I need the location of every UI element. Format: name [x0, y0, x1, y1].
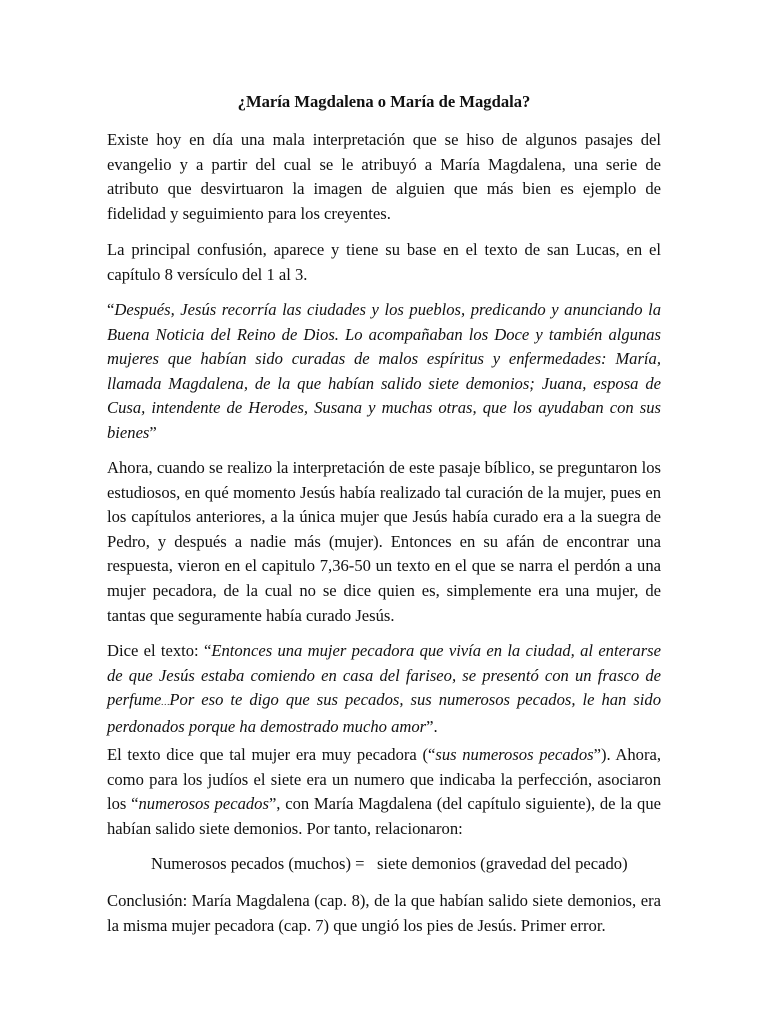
document-title: ¿María Magdalena o María de Magdala?: [237, 92, 531, 111]
paragraph-interpretation: Ahora, cuando se realizo la interpretación de este pasaje bíblico, se preguntaron los estudiosos, en qué momento Jesús había realizado tal curación de la mujer, pues en los capítulos anteriores, a la única mujer que Jesús había curado era a la suegra de Pedro, y después a nadie más (mujer). Entonces en su afán de encontrar una respuesta, vieron en el capitulo 7,36-50 un texto en el que se narra el perdón a una mujer pecadora, de la cual no se dice quien es, simplemente era una mujer, de tantas que seguramente había curado Jesús.: [107, 458, 661, 625]
quote-tail: ”.: [426, 716, 438, 736]
equation-line: Numerosos pecados (muchos) = siete demonios (gravedad del pecado): [151, 854, 628, 873]
emphasis-numerous-sins-1: sus numerosos pecados: [435, 745, 594, 764]
quote-part-b: Por eso te digo que sus pecados, sus numerosos pecados, le han sido perdonados porque ha demostrado mucho amor: [107, 690, 661, 736]
quote-lead: Dice el texto: “: [107, 641, 212, 660]
open-quote: “: [107, 300, 115, 319]
paragraph-numerous-sins: [107, 743, 661, 841]
luke-quote-text: Después, Jesús recorría las ciudades y los pueblos, predicando y anunciando la Buena Noticia del Reino de Dios. Lo acompañaban los Doce y también algunas mujeres que habían sido curadas de malos espíritus y enfermedades: María, llamada Magdalena, de la que habían salido siete demonios; Juana, esposa de Cusa, intendente de Herodes, Susana y muchas otras, que los ayudaban con sus bienes: [107, 300, 661, 442]
ellipsis: …: [161, 697, 170, 708]
text-b: ”). Ahora, como para los judíos el siete era un numero que indicaba la perfección, asociaron los “: [107, 745, 661, 814]
paragraph-luke-quote: [107, 298, 661, 446]
close-quote: ”: [149, 422, 157, 442]
paragraph-intro: Existe hoy en día una mala interpretación que se hiso de algunos pasajes del evangelio y a partir del cual se le atribuyó a María Magdalena, una serie de atributo que desvirtuaron la imagen de alguien que más bien es ejemplo de fidelidad y seguimiento para los creyentes.: [107, 130, 661, 223]
paragraph-confusion: La principal confusión, aparece y tiene su base en el texto de san Lucas, en el capítulo 8 versículo del 1 al 3.: [107, 240, 661, 284]
paragraph-conclusion: Conclusión: María Magdalena (cap. 8), de la que habían salido siete demonios, era la misma mujer pecadora (cap. 7) que ungió los pies de Jesús. Primer error.: [107, 891, 661, 935]
text-c: ”, con María Magdalena (del capítulo siguiente), de la que habían salido siete demonios. Por tanto, relacionaron:: [107, 794, 661, 838]
paragraph-sinful-woman-quote: [107, 639, 661, 739]
text-a: El texto dice que tal mujer era muy pecadora (“: [107, 745, 436, 764]
emphasis-numerous-sins-2: numerosos pecados: [138, 794, 269, 814]
quote-part-a: Entonces una mujer pecadora que vivía en la ciudad, al enterarse de que Jesús estaba comiendo en casa del fariseo, se presentó con un frasco de perfume: [107, 641, 661, 710]
